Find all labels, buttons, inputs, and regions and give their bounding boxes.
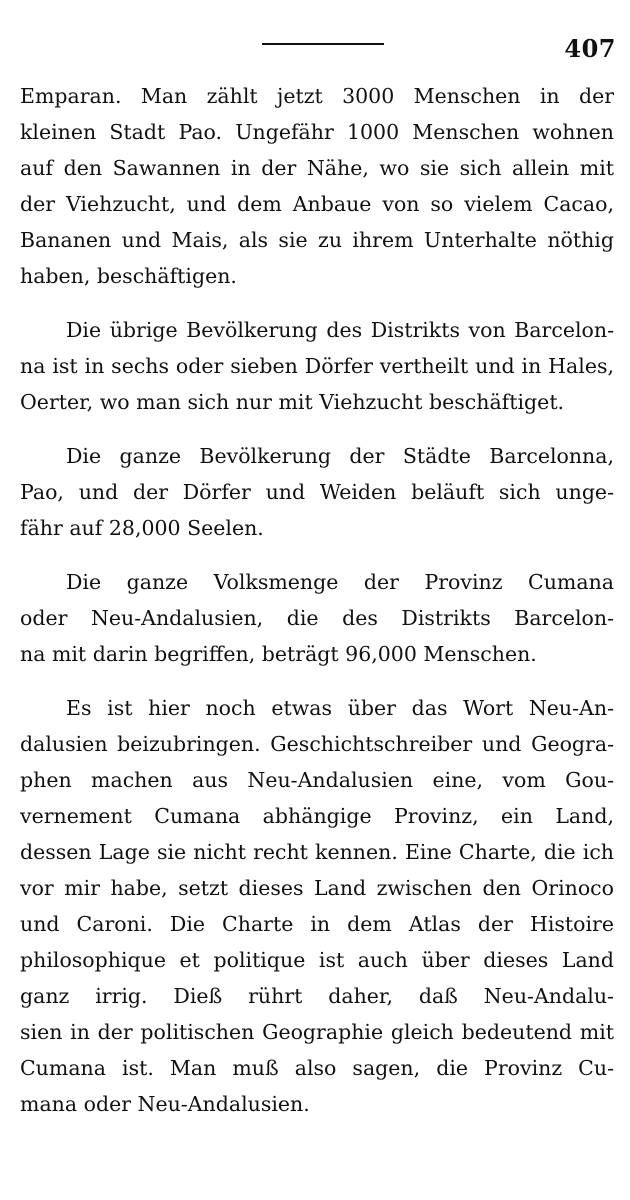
text-line: haben, beschäftigen. [20, 264, 237, 288]
text-line: Die ganze Bevölkerung der Städte Barcelonna, [66, 444, 614, 468]
page-number: 407 [564, 34, 616, 63]
text-line: fähr auf 28,000 Seelen. [20, 516, 264, 540]
text-line: Oerter, wo man sich nur mit Viehzucht beschäftiget. [20, 390, 565, 414]
text-line: oder Neu-Andalusien, die des Distrikts Barcelon- [20, 606, 614, 630]
text-line: vor mir habe, setzt dieses Land zwischen den Orinoco [20, 876, 614, 900]
text-line: Cumana ist. Man muß also sagen, die Provinz Cu- [20, 1056, 614, 1080]
text-line: mana oder Neu-Andalusien. [20, 1092, 310, 1116]
text-line: und Caroni. Die Charte in dem Atlas der Histoire [20, 912, 614, 936]
text-line: Die übrige Bevölkerung des Distrikts von Barcelon- [66, 318, 614, 342]
header-rule [262, 43, 384, 45]
text-line: kleinen Stadt Pao. Ungefähr 1000 Menschen wohnen [20, 120, 614, 144]
text-line: Bananen und Mais, als sie zu ihrem Unterhalte nöthig [20, 228, 614, 252]
paragraph-1 [20, 78, 614, 294]
text-line: vernement Cumana abhängige Provinz, ein Land, [20, 804, 614, 828]
text-line: Pao, und der Dörfer und Weiden beläuft sich unge- [20, 480, 614, 504]
paragraph-3 [20, 438, 614, 546]
text-line: ganz irrig. Dieß rührt daher, daß Neu-Andalu- [20, 984, 614, 1008]
text-line: phen machen aus Neu-Andalusien eine, vom Gou- [20, 768, 614, 792]
text-line: sien in der politischen Geographie gleich bedeutend mit [20, 1020, 614, 1044]
text-line: Emparan. Man zählt jetzt 3000 Menschen in der [20, 84, 614, 108]
text-line: Es ist hier noch etwas über das Wort Neu-An- [66, 696, 614, 720]
text-line: dessen Lage sie nicht recht kennen. Eine Charte, die ich [20, 840, 614, 864]
text-line: auf den Sawannen in der Nähe, wo sie sich allein mit [20, 156, 614, 180]
text-line: na ist in sechs oder sieben Dörfer vertheilt und in Hales, [20, 354, 614, 378]
text-line: Die ganze Volksmenge der Provinz Cumana [66, 570, 614, 594]
text-line: philosophique et politique ist auch über dieses Land [20, 948, 614, 972]
paragraph-5 [20, 690, 614, 1122]
text-line: dalusien beizubringen. Geschichtschreiber und Geogra- [20, 732, 614, 756]
paragraph-2 [20, 312, 614, 420]
text-line: na mit darin begriffen, beträgt 96,000 Menschen. [20, 642, 537, 666]
text-line: der Viehzucht, und dem Anbaue von so vielem Cacao, [20, 192, 614, 216]
body-text [20, 78, 614, 1122]
paragraph-4 [20, 564, 614, 672]
